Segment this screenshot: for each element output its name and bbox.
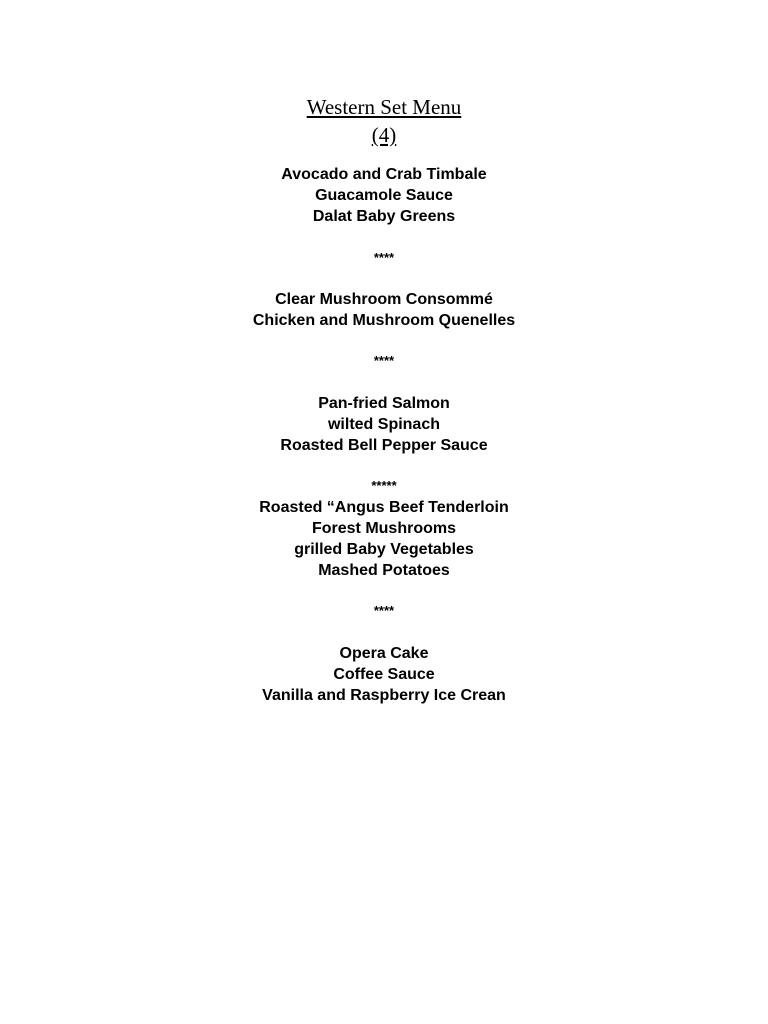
course-main bbox=[0, 497, 768, 581]
menu-item: Pan-fried Salmon bbox=[318, 395, 450, 412]
menu-item: Vanilla and Raspberry Ice Crean bbox=[262, 687, 506, 704]
course-separator: **** bbox=[373, 250, 395, 265]
menu-title: Western Set Menu bbox=[306, 95, 462, 119]
menu-item: Mashed Potatoes bbox=[318, 562, 450, 579]
menu-item: Avocado and Crab Timbale bbox=[281, 166, 487, 183]
menu-item: Coffee Sauce bbox=[333, 666, 435, 683]
course-fish bbox=[0, 393, 768, 456]
menu-number: (4) bbox=[371, 123, 397, 147]
course-separator: **** bbox=[373, 353, 395, 368]
menu-item: Guacamole Sauce bbox=[315, 187, 453, 204]
menu-item: Roasted Bell Pepper Sauce bbox=[280, 437, 488, 454]
menu-item: wilted Spinach bbox=[327, 416, 440, 433]
menu-item: Dalat Baby Greens bbox=[312, 208, 456, 225]
menu-item: Clear Mushroom Consommé bbox=[275, 291, 493, 308]
course-dessert bbox=[0, 643, 768, 706]
course-starter bbox=[0, 164, 768, 227]
course-separator: ***** bbox=[371, 478, 397, 493]
course-soup bbox=[0, 289, 768, 331]
menu-item: Roasted “Angus Beef Tenderloin bbox=[259, 499, 509, 516]
menu-item: Opera Cake bbox=[339, 645, 429, 662]
course-separator: **** bbox=[373, 603, 395, 618]
menu-item: Forest Mushrooms bbox=[311, 520, 456, 537]
menu-item: grilled Baby Vegetables bbox=[294, 541, 474, 558]
menu-item: Chicken and Mushroom Quenelles bbox=[252, 312, 516, 329]
